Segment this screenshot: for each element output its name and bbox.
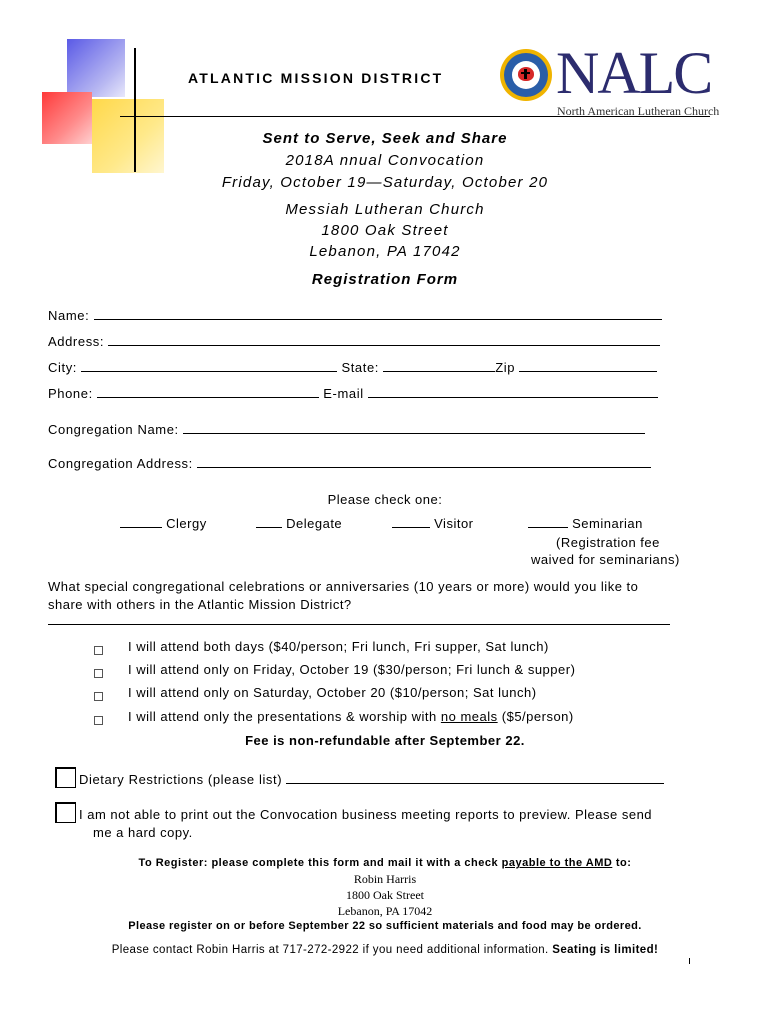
attend-both-label: I will attend both days ($40/person; Fri lunch, Fri supper, Sat lunch): [128, 639, 549, 654]
delegate-label: Delegate: [286, 516, 343, 531]
district-title: ATLANTIC MISSION DISTRICT: [188, 70, 444, 86]
register-post: to:: [615, 857, 632, 869]
mail-to-city: Lebanon, PA 17042: [337, 904, 433, 918]
address-blank[interactable]: [108, 335, 660, 346]
seminarian-note-1: (Registration fee: [556, 535, 660, 550]
address-label: Address:: [48, 334, 105, 349]
dietary-label: Dietary Restrictions (please list): [79, 772, 283, 787]
city-blank[interactable]: [81, 361, 337, 372]
delegate-blank[interactable]: [256, 517, 282, 528]
role-delegate[interactable]: [256, 516, 342, 531]
attend-friday-label: I will attend only on Friday, October 19 ($30/person; Fri lunch & supper): [128, 662, 576, 677]
attend-nomeals-checkbox[interactable]: [94, 712, 103, 730]
mail-to-street: 1800 Oak Street: [346, 888, 424, 902]
decor-blue-square: [67, 39, 125, 97]
nalc-subtitle: North American Lutheran Church: [557, 104, 720, 118]
attend-nomeals-label: [128, 709, 574, 724]
nomeals-post: ($5/person): [501, 709, 574, 724]
checkbox-icon[interactable]: [94, 646, 103, 655]
question-line-2: share with others in the Atlantic Mission District?: [48, 597, 352, 612]
event-title: 2018A nnual Convocation: [285, 152, 485, 169]
attend-both-checkbox[interactable]: [94, 642, 103, 660]
register-payable: payable to the AMD: [501, 857, 613, 869]
role-seminarian[interactable]: [528, 516, 643, 531]
form-title: Registration Form: [311, 271, 459, 288]
seminarian-blank[interactable]: [528, 517, 568, 528]
nalc-wordmark: NALC: [556, 40, 712, 106]
city-state-zip-row[interactable]: [48, 360, 657, 375]
check-one-prompt: Please check one:: [327, 492, 443, 507]
clergy-label: Clergy: [166, 516, 207, 531]
fee-note: Fee is non-refundable after September 22.: [245, 733, 525, 748]
question-answer-blank[interactable]: [48, 624, 670, 625]
checkbox-icon[interactable]: [94, 669, 103, 678]
register-instruction: [0, 857, 770, 869]
city-label: City:: [48, 360, 77, 375]
phone-label: Phone:: [48, 386, 93, 401]
zip-blank[interactable]: [519, 361, 657, 372]
dietary-blank[interactable]: [286, 773, 664, 784]
hardcopy-line-2: me a hard copy.: [93, 825, 193, 840]
contact-text: Please contact Robin Harris at 717-272-2922 if you need additional information.: [111, 944, 549, 956]
dietary-field[interactable]: [79, 772, 664, 787]
email-blank[interactable]: [368, 387, 658, 398]
slogan: Sent to Serve, Seek and Share: [262, 130, 508, 147]
hardcopy-checkbox[interactable]: [55, 802, 76, 823]
cross-bar: [521, 72, 530, 74]
dietary-checkbox[interactable]: [55, 767, 76, 788]
question-line-1: What special congregational celebrations or anniversaries (10 years or more) would you like to: [48, 579, 639, 594]
congregation-address-label: Congregation Address:: [48, 456, 193, 471]
attend-friday-checkbox[interactable]: [94, 665, 103, 683]
name-label: Name:: [48, 308, 90, 323]
venue-name: Messiah Lutheran Church: [285, 201, 485, 218]
congregation-address-field[interactable]: [48, 456, 651, 471]
register-pre: To Register: please complete this form and mail it with a check: [138, 857, 499, 869]
seminarian-label: Seminarian: [572, 516, 643, 531]
name-blank[interactable]: [94, 309, 662, 320]
zip-label: Zip: [495, 360, 516, 375]
congregation-name-label: Congregation Name:: [48, 422, 179, 437]
seminarian-note-2: waived for seminarians): [531, 552, 680, 567]
congregation-address-blank[interactable]: [197, 457, 651, 468]
event-dates: Friday, October 19—Saturday, October 20: [221, 174, 549, 191]
attend-saturday-checkbox[interactable]: [94, 688, 103, 706]
role-visitor[interactable]: [392, 516, 474, 531]
hardcopy-line-1: I am not able to print out the Convocation business meeting reports to preview. Please send: [79, 807, 653, 822]
register-deadline: Please register on or before September 22 so sufficient materials and food may be ordered.: [128, 920, 642, 932]
mail-to-name: Robin Harris: [353, 872, 417, 886]
state-label: State:: [341, 360, 380, 375]
seating-limited: Seating is limited!: [552, 944, 659, 956]
nomeals-pre: I will attend only the presentations & worship with: [128, 709, 437, 724]
email-label: E-mail: [323, 386, 364, 401]
name-field[interactable]: [48, 308, 662, 323]
congregation-name-field[interactable]: [48, 422, 645, 437]
margin-mark: [689, 958, 690, 964]
role-clergy[interactable]: [120, 516, 207, 531]
checkbox-icon[interactable]: [94, 692, 103, 701]
nomeals-underlined: no meals: [440, 709, 498, 724]
visitor-blank[interactable]: [392, 517, 430, 528]
clergy-blank[interactable]: [120, 517, 162, 528]
congregation-name-blank[interactable]: [183, 423, 645, 434]
venue-street: 1800 Oak Street: [321, 222, 449, 239]
visitor-label: Visitor: [434, 516, 474, 531]
checkbox-icon[interactable]: [94, 716, 103, 725]
contact-line: [0, 944, 770, 956]
state-blank[interactable]: [383, 361, 495, 372]
address-field[interactable]: [48, 334, 660, 349]
phone-blank[interactable]: [97, 387, 319, 398]
venue-city: Lebanon, PA 17042: [309, 243, 461, 260]
cross-icon: [524, 69, 527, 79]
attend-saturday-label: I will attend only on Saturday, October 20 ($10/person; Sat lunch): [128, 685, 537, 700]
phone-email-row[interactable]: [48, 386, 658, 401]
